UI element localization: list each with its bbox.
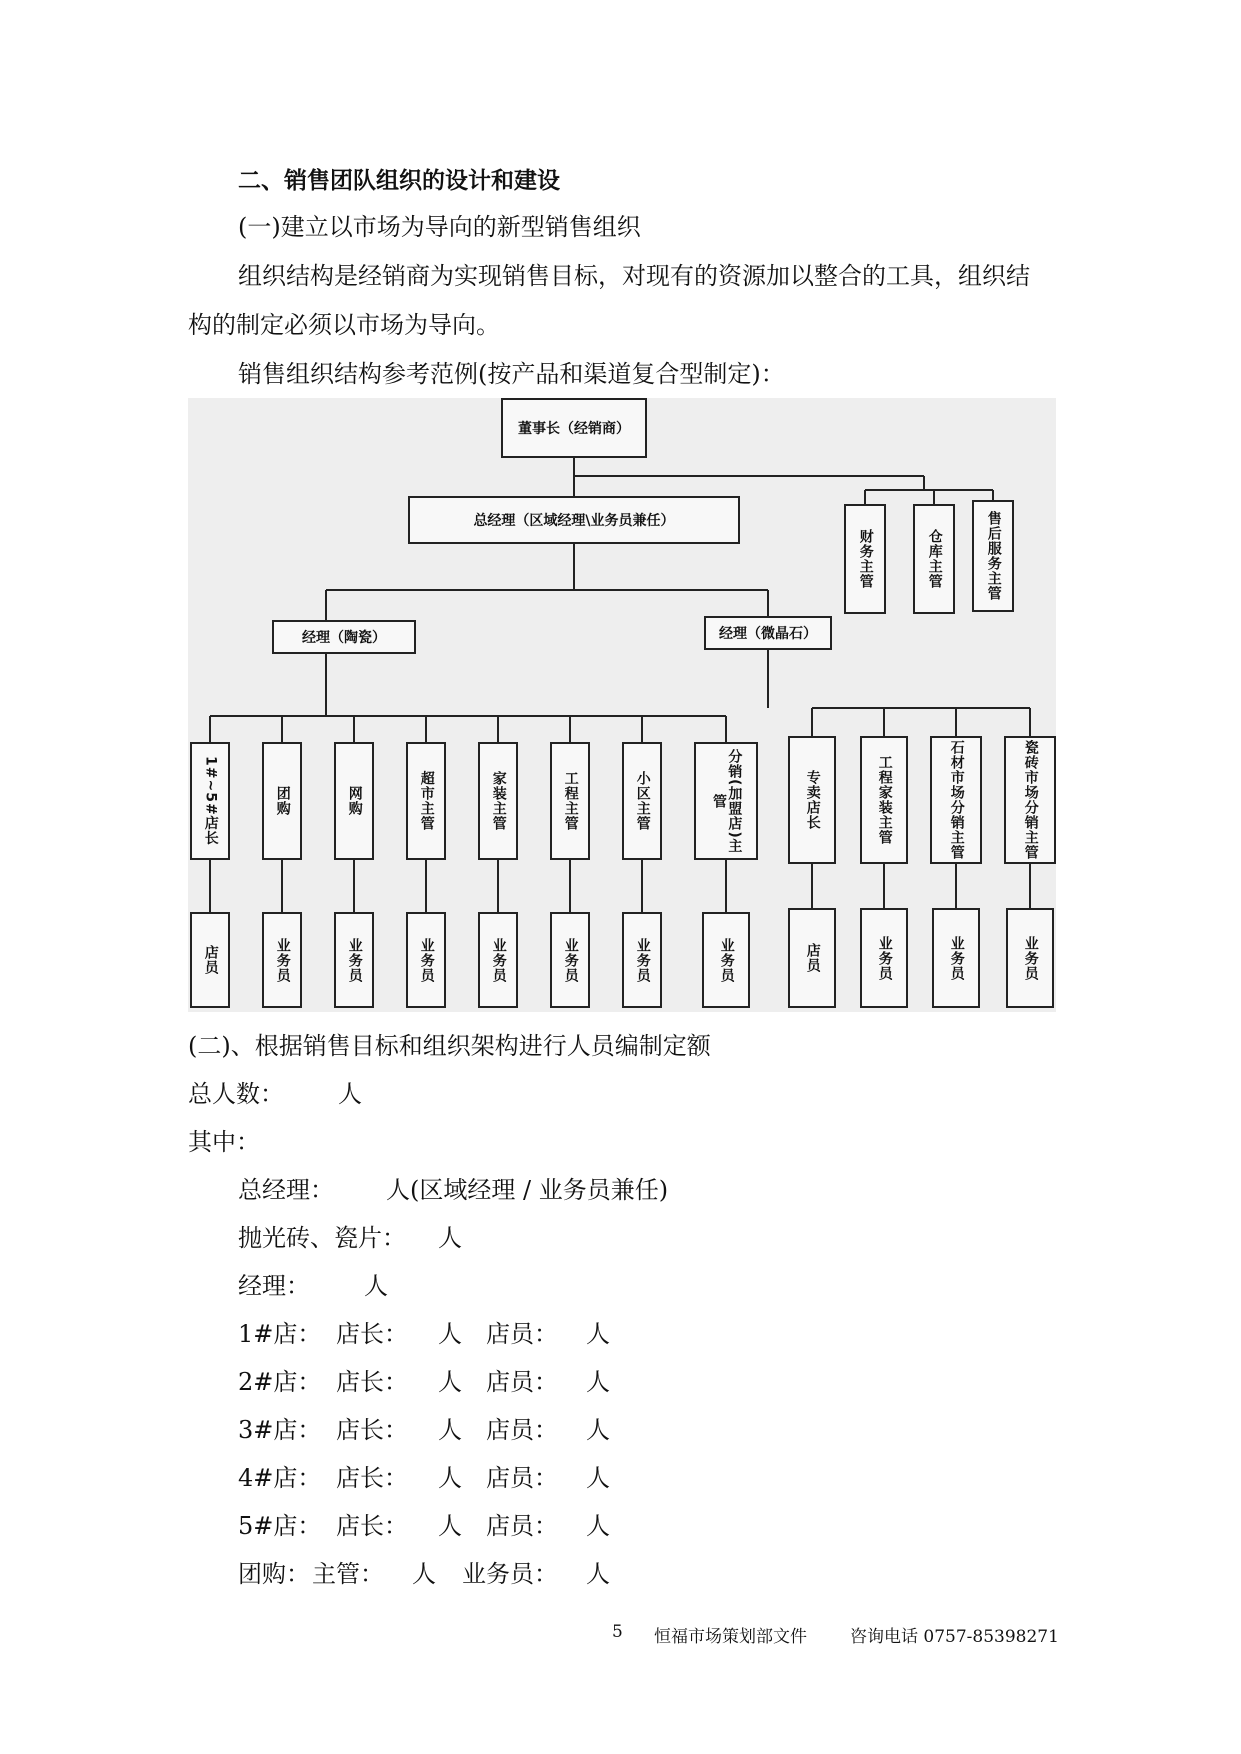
section-title: 二、销售团队组织的设计和建设	[238, 168, 560, 194]
clerk-label: 店员：	[486, 1368, 558, 1396]
footer-org: 恒福市场策划部文件	[654, 1627, 807, 1647]
finance-box: 财务主管	[844, 504, 886, 614]
l3-box: 业务员	[406, 912, 446, 1008]
org-chart	[188, 398, 1056, 1012]
total-label: 总人数：	[188, 1080, 284, 1108]
l3-box: 业务员	[478, 912, 518, 1008]
store-mgr-label: 店长：	[336, 1416, 408, 1444]
clerk-unit: 人	[586, 1368, 610, 1396]
l3-box: 业务员	[334, 912, 374, 1008]
subsection-2: (二)、根据销售目标和组织架构进行人员编制定额	[188, 1032, 711, 1060]
clerk-label: 店员：	[486, 1416, 558, 1444]
group-label: 团购：	[238, 1560, 310, 1588]
l2-box: 小区主管	[622, 742, 662, 860]
l2-box: 专卖店长	[788, 736, 836, 864]
store-mgr-unit: 人	[438, 1464, 462, 1492]
l2-box: 网购	[334, 742, 374, 860]
l3-box: 业务员	[1006, 908, 1054, 1008]
chairman-box: 董事长（经销商）	[501, 398, 647, 458]
manager-microcrystal-box: 经理（微晶石）	[704, 616, 832, 650]
clerk-label: 店员：	[486, 1512, 558, 1540]
gm-suffix: 人(区域经理 / 业务员兼任)	[386, 1176, 669, 1204]
clerk-unit: 人	[586, 1320, 610, 1348]
supervisor-label: 主管：	[312, 1560, 384, 1588]
paragraph-line-1: 组织结构是经销商为实现销售目标，对现有的资源加以整合的工具，组织结	[238, 262, 1030, 290]
clerk-label: 店员：	[486, 1464, 558, 1492]
l3-box: 业务员	[622, 912, 662, 1008]
store-mgr-label: 店长：	[336, 1368, 408, 1396]
aftersales-box: 售后服务主管	[972, 500, 1014, 612]
warehouse-box: 仓库主管	[913, 504, 955, 614]
store-mgr-label: 店长：	[336, 1512, 408, 1540]
l3-box: 业务员	[702, 912, 750, 1008]
l3-box: 业务员	[932, 908, 980, 1008]
l2-box: 石材市场分销主管	[930, 736, 982, 864]
l3-box: 业务员	[262, 912, 302, 1008]
store-label: 2#店：	[238, 1368, 322, 1396]
chart-intro: 销售组织结构参考范例(按产品和渠道复合型制定)：	[238, 360, 785, 388]
l2-box: 家装主管	[478, 742, 518, 860]
l2-box: 团购	[262, 742, 302, 860]
clerk-unit: 人	[586, 1512, 610, 1540]
store-mgr-unit: 人	[438, 1512, 462, 1540]
clerk-unit: 人	[586, 1464, 610, 1492]
store-mgr-unit: 人	[438, 1368, 462, 1396]
store-mgr-label: 店长：	[336, 1464, 408, 1492]
l2-box: 超市主管	[406, 742, 446, 860]
store-label: 1#店：	[238, 1320, 322, 1348]
l3-box: 店员	[788, 908, 836, 1008]
among-label: 其中：	[188, 1128, 260, 1156]
l2-box: 工程家装主管	[860, 736, 908, 864]
salesman-label: 业务员：	[462, 1560, 558, 1588]
store-label: 4#店：	[238, 1464, 322, 1492]
total-unit: 人	[338, 1080, 362, 1108]
clerk-unit: 人	[586, 1416, 610, 1444]
gm-label: 总经理：	[238, 1176, 334, 1204]
l3-box: 业务员	[550, 912, 590, 1008]
l2-box: 1#~5#店长	[190, 742, 230, 860]
store-label: 5#店：	[238, 1512, 322, 1540]
paragraph-line-2: 构的制定必须以市场为导向。	[188, 311, 500, 339]
supervisor-unit: 人	[412, 1560, 436, 1588]
l2-box: 瓷砖市场分销主管	[1004, 736, 1056, 864]
store-label: 3#店：	[238, 1416, 322, 1444]
manager-unit: 人	[364, 1272, 388, 1300]
subsection-1: (一)建立以市场为导向的新型销售组织	[238, 213, 641, 241]
clerk-label: 店员：	[486, 1320, 558, 1348]
salesman-unit: 人	[586, 1560, 610, 1588]
store-mgr-unit: 人	[438, 1416, 462, 1444]
l2-box: 分销(加盟店)主管	[694, 742, 758, 860]
l2-box: 工程主管	[550, 742, 590, 860]
l3-box: 业务员	[860, 908, 908, 1008]
page-number: 5	[612, 1622, 623, 1642]
polish-label: 抛光砖、瓷片：	[238, 1224, 406, 1252]
store-mgr-label: 店长：	[336, 1320, 408, 1348]
gm-box: 总经理（区域经理\业务员兼任）	[408, 496, 740, 544]
polish-unit: 人	[438, 1224, 462, 1252]
manager-ceramic-box: 经理（陶瓷）	[272, 620, 416, 654]
manager-label: 经理：	[238, 1272, 310, 1300]
store-mgr-unit: 人	[438, 1320, 462, 1348]
l3-box: 店员	[190, 912, 230, 1008]
footer-contact: 咨询电话 0757-85398271	[850, 1627, 1059, 1647]
